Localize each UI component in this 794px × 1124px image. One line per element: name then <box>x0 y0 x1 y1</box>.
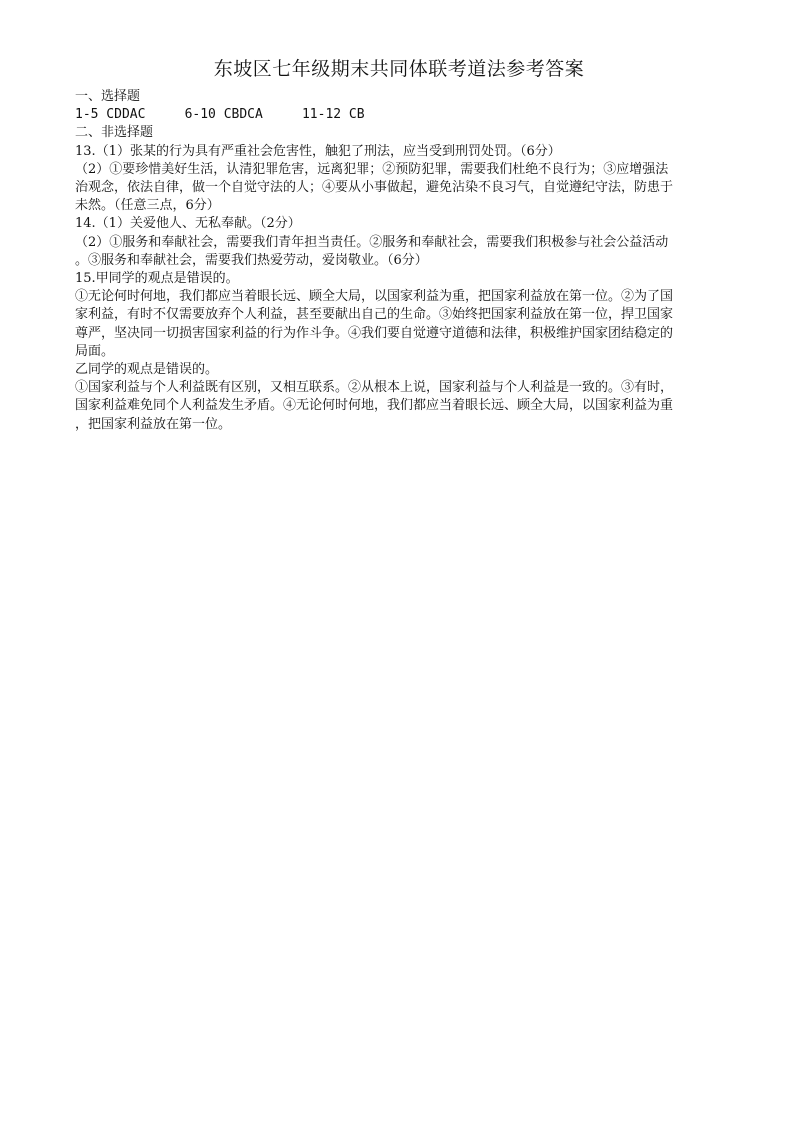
answer-line: ，把国家利益放在第一位。 <box>75 416 232 432</box>
answer-line: 局面。 <box>75 343 115 359</box>
answer-line: 13.（1）张某的行为具有严重社会危害性，触犯了刑法，应当受到刑罚处罚。（6分） <box>75 143 561 159</box>
page-title: 东坡区七年级期末共同体联考道法参考答案 <box>213 58 585 80</box>
choice-answers: 1-5 CDDAC 6-10 CBDCA 11-12 CB <box>75 107 365 123</box>
answer-line: 国家利益难免同个人利益发生矛盾。④无论何时何地，我们都应当着眼长远、顾全大局，以国家利益为重 <box>75 398 674 414</box>
answer-line: 乙同学的观点是错误的。 <box>75 362 219 378</box>
answer-line: 15.甲同学的观点是错误的。 <box>75 271 239 287</box>
section-2-heading: 二、非选择题 <box>75 125 154 141</box>
answer-line: 家利益，有时不仅需要放弃个人利益，甚至要献出自己的生命。③始终把国家利益放在第一位，捍卫国家 <box>75 307 674 323</box>
answer-line: ①无论何时何地，我们都应当着眼长远、顾全大局，以国家利益为重，把国家利益放在第一位。②为了国 <box>75 289 674 305</box>
answer-line: 尊严，坚决同一切损害国家利益的行为作斗争。④我们要自觉遵守道德和法律，积极维护国家团结稳定的 <box>75 325 674 341</box>
answer-line: 14.（1）关爱他人、无私奉献。（2分） <box>75 216 301 232</box>
answer-document <box>75 56 723 434</box>
answer-line: （2）①要珍惜美好生活，认清犯罪危害，远离犯罪；②预防犯罪，需要我们杜绝不良行为；③应增强法 <box>75 161 669 177</box>
section-1-heading: 一、选择题 <box>75 89 141 104</box>
answer-line: ①国家利益与个人利益既有区别，又相互联系。②从根本上说，国家利益与个人利益是一致的。③有时， <box>75 380 674 396</box>
answer-line: 治观念，依法自律，做一个自觉守法的人；④要从小事做起，避免沾染不良习气，自觉遵纪守法，防患于 <box>75 180 674 196</box>
answer-line: 未然。（任意三点，6分） <box>75 198 220 214</box>
answer-line: 。③服务和奉献社会，需要我们热爱劳动，爱岗敬业。（6分） <box>75 252 428 268</box>
answer-line: （2）①服务和奉献社会，需要我们青年担当责任。②服务和奉献社会，需要我们积极参与社会公益活动 <box>75 234 669 250</box>
